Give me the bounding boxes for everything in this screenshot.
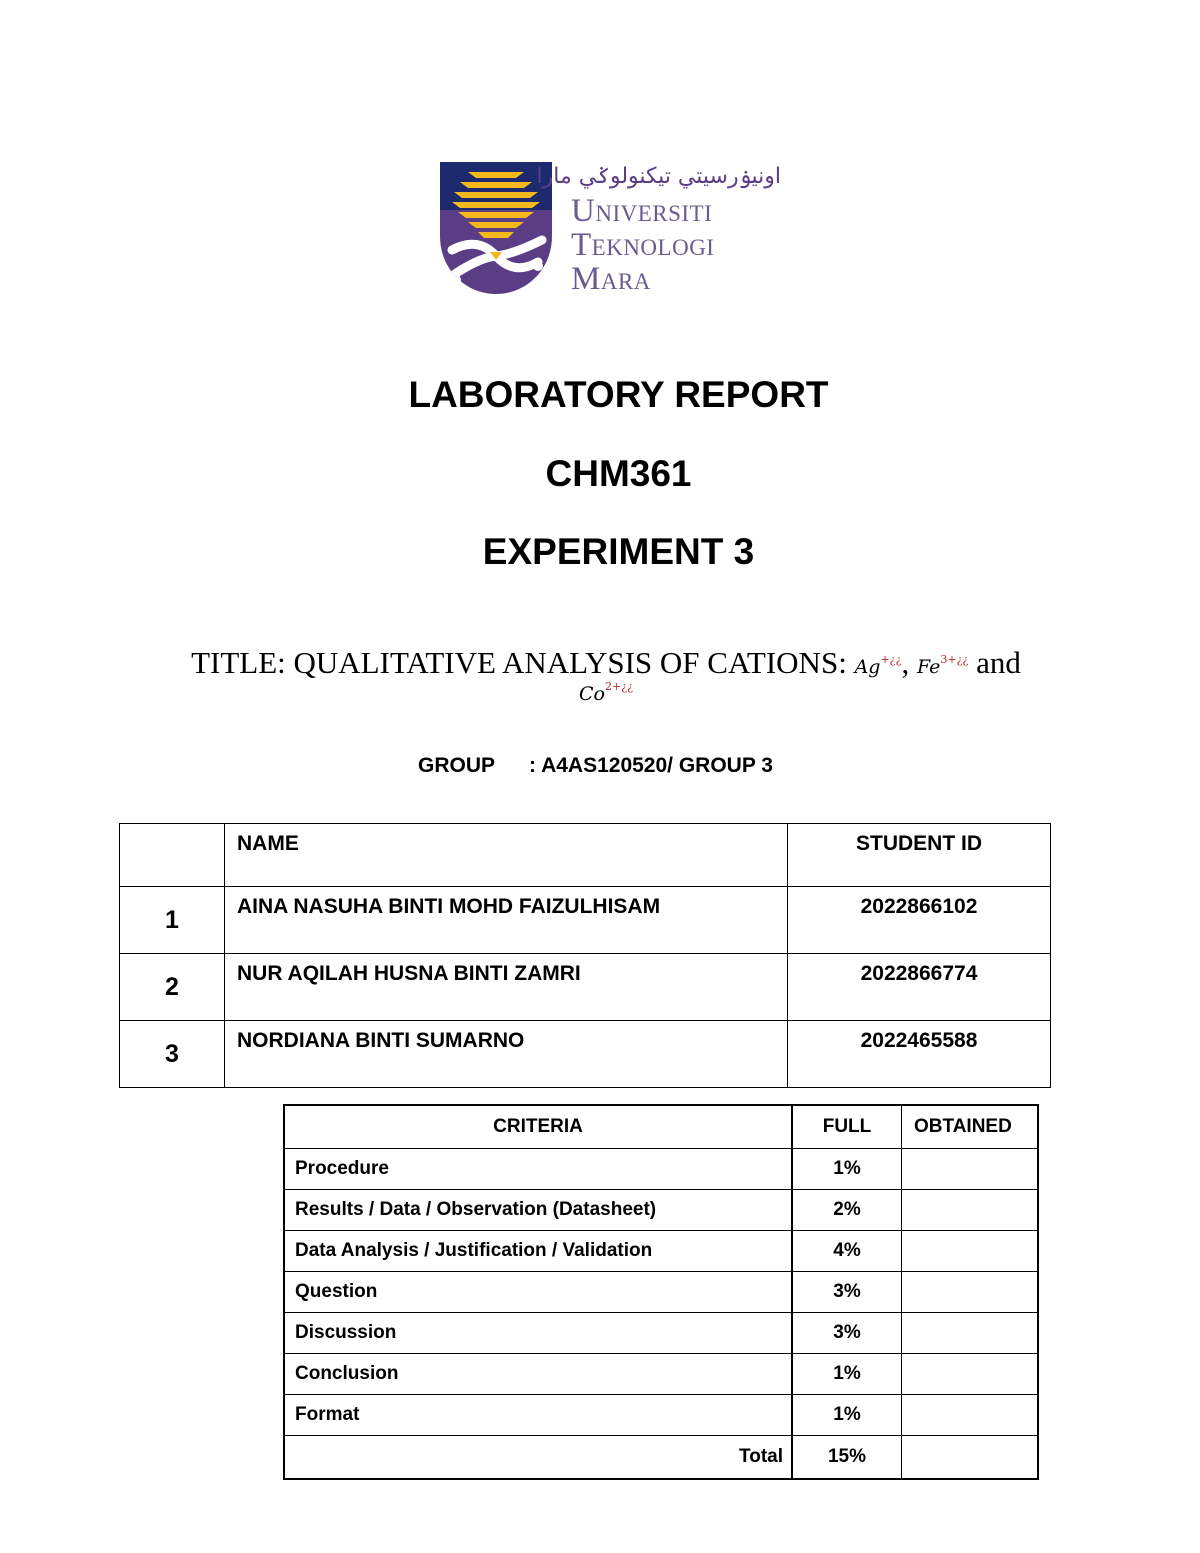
- table-row: [284, 1272, 1038, 1313]
- table-row: [120, 954, 1051, 1021]
- title-second-line: [0, 680, 1200, 705]
- student-number: 3: [120, 1021, 225, 1088]
- title-conjunction: and: [976, 645, 1021, 680]
- university-logo: [438, 158, 781, 300]
- criteria-label: Procedure: [284, 1149, 792, 1190]
- criteria-full-mark: 3%: [792, 1313, 902, 1354]
- table-row: [284, 1395, 1038, 1436]
- students-header-num: [120, 824, 225, 887]
- student-number: 1: [120, 887, 225, 954]
- table-row: [120, 887, 1051, 954]
- full-header: FULL: [792, 1105, 902, 1149]
- report-heading: LABORATORY REPORT: [408, 374, 829, 415]
- criteria-full-mark: 1%: [792, 1354, 902, 1395]
- criteria-obtained-mark[interactable]: [902, 1149, 1039, 1190]
- criteria-obtained-mark[interactable]: [902, 1231, 1039, 1272]
- group-info: [418, 752, 773, 780]
- student-name: NUR AQILAH HUSNA BINTI ZAMRI: [225, 954, 788, 1021]
- student-name: NORDIANA BINTI SUMARNO: [225, 1021, 788, 1088]
- title-prefix: TITLE: QUALITATIVE ANALYSIS OF CATIONS:: [191, 645, 847, 680]
- students-header-id: STUDENT ID: [788, 824, 1051, 887]
- logo-word-teknologi: Teknologi: [571, 227, 715, 263]
- total-full-mark: 15%: [792, 1436, 902, 1480]
- table-row: [284, 1231, 1038, 1272]
- students-header-name: NAME: [225, 824, 788, 887]
- criteria-obtained-mark[interactable]: [902, 1190, 1039, 1231]
- criteria-header-row: [284, 1105, 1038, 1149]
- criteria-label: Format: [284, 1395, 792, 1436]
- table-row: [284, 1190, 1038, 1231]
- logo-wordmark: [536, 160, 781, 297]
- student-name: AINA NASUHA BINTI MOHD FAIZULHISAM: [225, 887, 788, 954]
- criteria-header: CRITERIA: [284, 1105, 792, 1149]
- table-row: [120, 1021, 1051, 1088]
- logo-word-universiti: Universiti: [571, 193, 713, 229]
- student-id: 2022866774: [788, 954, 1051, 1021]
- group-value: : A4AS120520/ GROUP 3: [529, 754, 773, 777]
- ion-silver: Ag+¿¿: [854, 653, 902, 678]
- criteria-label: Data Analysis / Justification / Validation: [284, 1231, 792, 1272]
- ion-iron: $Fe^{3+¿¿}$: [916, 653, 969, 678]
- criteria-obtained-mark[interactable]: [902, 1313, 1039, 1354]
- criteria-obtained-mark[interactable]: [902, 1272, 1039, 1313]
- experiment-number: EXPERIMENT 3: [482, 531, 755, 572]
- criteria-label: Results / Data / Observation (Datasheet): [284, 1190, 792, 1231]
- logo-word-mara: Mara: [571, 261, 651, 297]
- students-header-row: [120, 824, 1051, 887]
- criteria-label: Discussion: [284, 1313, 792, 1354]
- criteria-full-mark: 1%: [792, 1149, 902, 1190]
- obtained-header: OBTAINED: [902, 1105, 1039, 1149]
- criteria-label: Conclusion: [284, 1354, 792, 1395]
- criteria-label: Question: [284, 1272, 792, 1313]
- criteria-full-mark: 2%: [792, 1190, 902, 1231]
- table-row: [284, 1313, 1038, 1354]
- group-label: GROUP: [418, 754, 496, 777]
- student-id: 2022866102: [788, 887, 1051, 954]
- marking-criteria-table: [283, 1104, 1039, 1480]
- total-row: [284, 1436, 1038, 1480]
- total-obtained-mark[interactable]: [902, 1436, 1039, 1480]
- student-number: 2: [120, 954, 225, 1021]
- total-label: Total: [284, 1436, 792, 1480]
- criteria-full-mark: 3%: [792, 1272, 902, 1313]
- criteria-full-mark: 4%: [792, 1231, 902, 1272]
- student-id: 2022465588: [788, 1021, 1051, 1088]
- ion-cobalt: $Co^{2+¿¿}$: [579, 680, 633, 705]
- students-table: [119, 823, 1051, 1088]
- course-code: CHM361: [545, 453, 692, 494]
- criteria-full-mark: 1%: [792, 1395, 902, 1436]
- criteria-obtained-mark[interactable]: [902, 1354, 1039, 1395]
- criteria-obtained-mark[interactable]: [902, 1395, 1039, 1436]
- title-separator: ,: [901, 645, 910, 680]
- table-row: [284, 1354, 1038, 1395]
- logo-jawi-text: اونيۏرسيتي تيكنولوݢي مارا: [536, 164, 781, 189]
- table-row: [284, 1149, 1038, 1190]
